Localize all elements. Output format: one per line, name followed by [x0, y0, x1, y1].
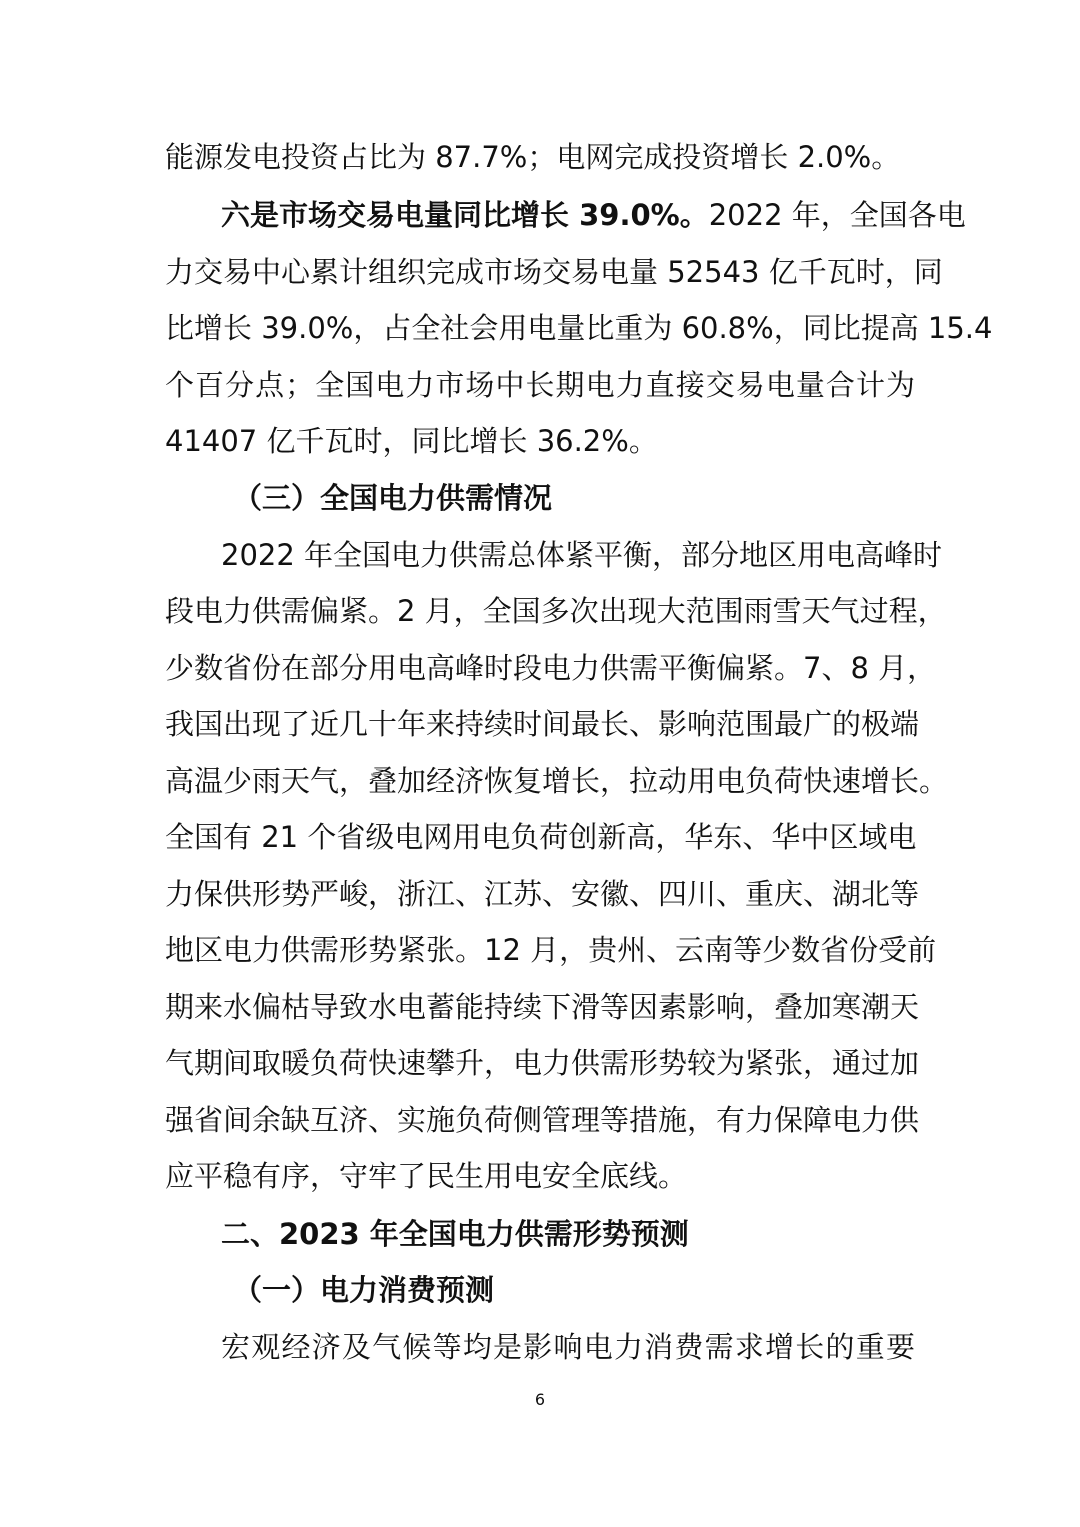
body-text-line: 气期间取暖负荷快速攀升，电力供需形势较为紧张，通过加: [165, 1046, 920, 1080]
body-text-line: 全国有 21 个省级电网用电负荷创新高，华东、华中区域电: [165, 820, 917, 854]
section-heading: （三）全国电力供需情况: [233, 481, 553, 515]
body-text-line: 力交易中心累计组织完成市场交易电量 52543 亿千瓦时，同: [165, 255, 943, 289]
body-text-line: 高温少雨天气，叠加经济恢复增长，拉动用电负荷快速增长。: [165, 764, 949, 798]
chapter-heading: 二、2023 年全国电力供需形势预测: [221, 1217, 689, 1251]
market-trade-line1-rest: 2022 年，全国各电: [708, 198, 966, 232]
body-text-line: 地区电力供需形势紧张。12 月，贵州、云南等少数省份受前: [165, 933, 937, 967]
sub-heading: （一）电力消费预测: [233, 1273, 495, 1307]
body-text-line: 强省间余缺互济、实施负荷侧管理等措施，有力保障电力供: [165, 1103, 920, 1137]
market-trade-lead: 六是市场交易电量同比增长 39.0%。: [221, 198, 709, 232]
body-text-line: 能源发电投资占比为 87.7%；电网完成投资增长 2.0%。: [165, 140, 901, 174]
body-text-line: 应平稳有序，守牢了民生用电安全底线。: [165, 1159, 688, 1193]
body-text-line: 41407 亿千瓦时，同比增长 36.2%。: [165, 424, 658, 458]
body-text-line: 少数省份在部分用电高峰时段电力供需平衡偏紧。7、8 月，: [165, 651, 937, 685]
market-trade-first-line: [221, 195, 966, 235]
page-number: 6: [534, 1390, 546, 1409]
body-text-line: 力保供形势严峻，浙江、江苏、安徽、四川、重庆、湖北等: [165, 877, 920, 911]
body-text-line: 宏观经济及气候等均是影响电力消费需求增长的重要: [221, 1330, 915, 1364]
body-text-line: 个百分点；全国电力市场中长期电力直接交易电量合计为: [165, 368, 915, 402]
body-text-line: 我国出现了近几十年来持续时间最长、影响范围最广的极端: [165, 707, 920, 741]
body-text-line: 比增长 39.0%，占全社会用电量比重为 60.8%，同比提高 15.4: [165, 311, 993, 345]
body-text-line: 期来水偏枯导致水电蓄能持续下滑等因素影响，叠加寒潮天: [165, 990, 920, 1024]
body-text-line: 2022 年全国电力供需总体紧平衡，部分地区用电高峰时: [221, 538, 943, 572]
body-text-line: 段电力供需偏紧。2 月，全国多次出现大范围雨雪天气过程，: [165, 594, 947, 628]
